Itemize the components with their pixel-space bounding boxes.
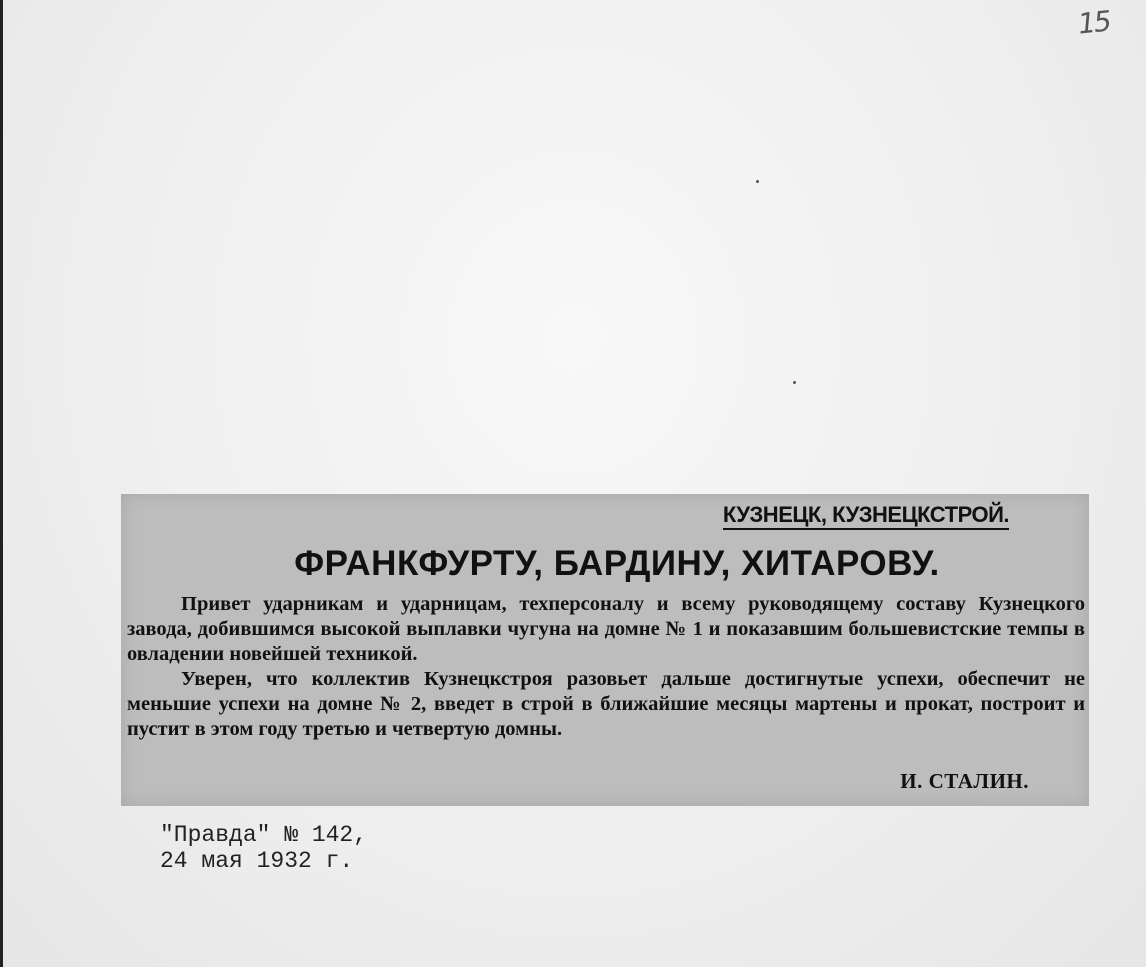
source-citation-line-2: 24 мая 1932 г.: [160, 848, 354, 874]
source-citation: [160, 822, 367, 874]
headline: ФРАНКФУРТУ, БАРДИНУ, ХИТАРОВУ.: [294, 544, 940, 583]
page-left-edge: [0, 0, 3, 967]
dateline: КУЗНЕЦК, КУЗНЕЦКСТРОЙ.: [723, 502, 1009, 530]
telegram-body: [127, 592, 1085, 742]
newspaper-clipping: [121, 494, 1089, 806]
paragraph-2: Уверен, что коллектив Кузнецкстроя разовьет дальше достигнутые успехи, обеспечит не меньшие успехи на домне № 2, введет в строй в ближайшие месяцы мартены и прокат, построит и пустит в этом году третью и четвертую домны.: [127, 668, 1085, 740]
handwritten-page-number: 15: [1076, 4, 1112, 41]
signature: И. СТАЛИН.: [900, 769, 1029, 793]
source-citation-line-1: "Правда" № 142,: [160, 822, 368, 848]
paper-speck: [793, 381, 796, 384]
paragraph-1: Привет ударникам и ударницам, техперсоналу и всему руководящему составу Кузнецкого завода, добившимся высокой выплавки чугуна на домне № 1 и показавшим большевистские темпы в овладении новейшей техникой.: [127, 593, 1085, 665]
paper-speck: [756, 180, 759, 183]
